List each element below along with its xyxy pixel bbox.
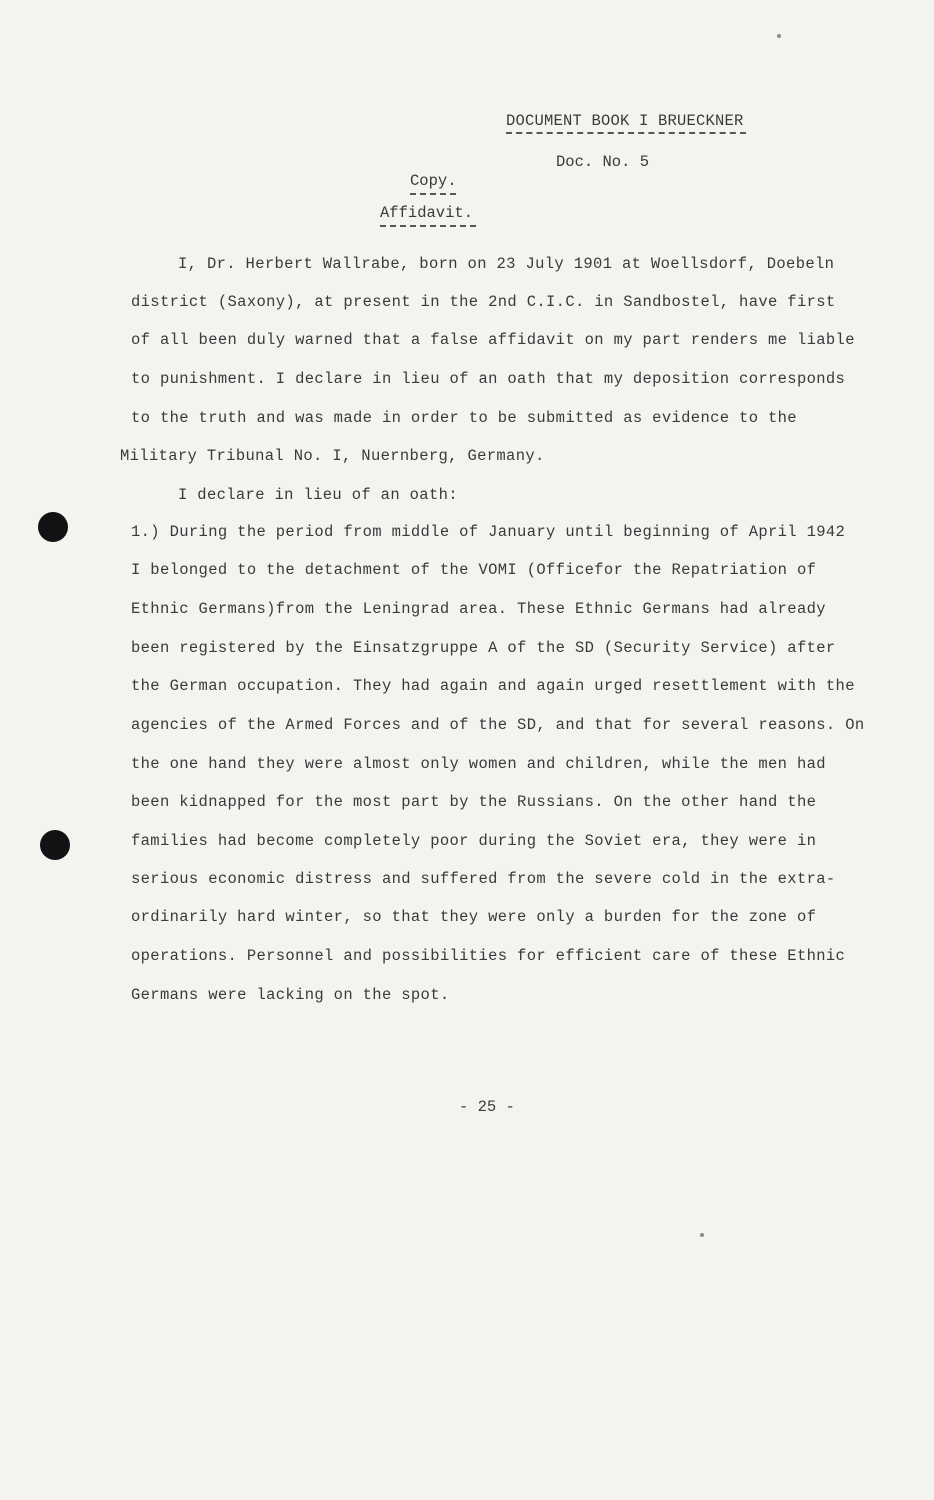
body-line: ordinarily hard winter, so that they were only a burden for the zone of: [131, 908, 817, 926]
body-line: I belonged to the detachment of the VOMI (Officefor the Repatriation of: [131, 561, 817, 579]
body-line: district (Saxony), at present in the 2nd C.I.C. in Sandbostel, have first: [131, 293, 836, 311]
body-line: serious economic distress and suffered from the severe cold in the extra-: [131, 870, 836, 888]
body-line: of all been duly warned that a false affidavit on my part renders me liable: [131, 331, 855, 349]
paper-speck: [777, 34, 781, 38]
body-line: 1.) During the period from middle of January until beginning of April 1942: [131, 523, 846, 541]
page-number: - 25 -: [459, 1098, 515, 1116]
body-line: been kidnapped for the most part by the Russians. On the other hand the: [131, 793, 817, 811]
body-line: agencies of the Armed Forces and of the SD, and that for several reasons. On: [131, 716, 865, 734]
document-book-label: DOCUMENT BOOK I BRUECKNER: [506, 112, 744, 130]
body-line: Military Tribunal No. I, Nuernberg, Germany.: [120, 447, 545, 465]
body-line: Ethnic Germans)from the Leningrad area. These Ethnic Germans had already: [131, 600, 826, 618]
copy-title: Copy.: [410, 172, 457, 190]
body-line: the one hand they were almost only women and children, while the men had: [131, 755, 826, 773]
body-line: I declare in lieu of an oath:: [178, 486, 458, 504]
paper-speck: [700, 1233, 704, 1237]
doc-number: Doc. No. 5: [556, 153, 650, 171]
body-line: been registered by the Einsatzgruppe A of the SD (Security Service) after: [131, 639, 836, 657]
body-line: to punishment. I declare in lieu of an oath that my deposition corresponds: [131, 370, 846, 388]
affidavit-title: Affidavit.: [380, 204, 474, 222]
body-line: Germans were lacking on the spot.: [131, 986, 450, 1004]
punch-hole: [40, 830, 70, 860]
header-underline: [506, 132, 746, 134]
body-line: to the truth and was made in order to be submitted as evidence to the: [131, 409, 797, 427]
punch-hole: [38, 512, 68, 542]
affidavit-underline: [380, 225, 476, 227]
body-line: I, Dr. Herbert Wallrabe, born on 23 July 1901 at Woellsdorf, Doebeln: [178, 255, 835, 273]
body-line: operations. Personnel and possibilities for efficient care of these Ethnic: [131, 947, 846, 965]
body-line: families had become completely poor during the Soviet era, they were in: [131, 832, 817, 850]
copy-underline: [410, 193, 456, 195]
body-line: the German occupation. They had again and again urged resettlement with the: [131, 677, 855, 695]
